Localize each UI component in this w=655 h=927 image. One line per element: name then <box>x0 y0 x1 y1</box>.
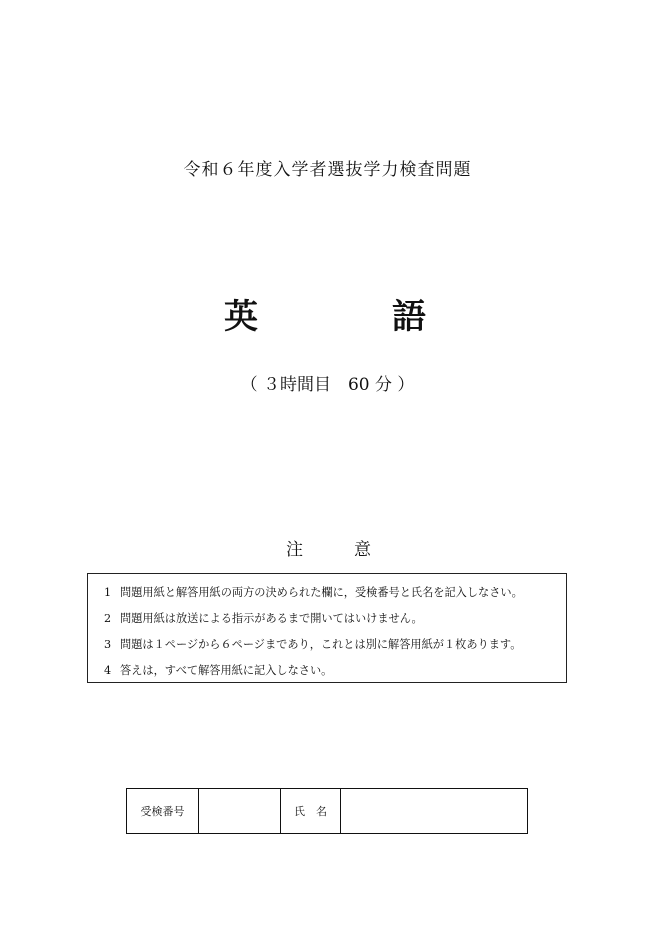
subject-title-char-1: 英 <box>224 297 258 337</box>
notice-item <box>88 658 566 684</box>
exam-id-table <box>126 788 528 834</box>
notice-box <box>87 573 567 683</box>
notice-item-number: 1 <box>104 586 112 599</box>
notice-item-text: 問題は１ページから６ページまであり，これとは別に解答用紙が１枚あります。 <box>120 638 522 651</box>
exam-title: 令和６年度入学者選抜学力検査問題 <box>183 160 472 180</box>
notice-item-text: 答えは，すべて解答用紙に記入しなさい。 <box>120 664 333 677</box>
subject-title-char-2: 語 <box>392 297 426 337</box>
notice-heading <box>0 538 655 562</box>
notice-item-number: 4 <box>104 664 112 677</box>
exam-number-field[interactable] <box>199 789 281 833</box>
notice-item <box>88 632 566 658</box>
exam-number-label: 受検番号 <box>127 789 199 833</box>
notice-heading-char-1: 注 <box>286 540 303 560</box>
name-field[interactable] <box>341 789 527 833</box>
exam-duration: （ ３時間目 60 分 ） <box>240 375 415 395</box>
notice-item-number: 2 <box>104 612 112 625</box>
notice-item-text: 問題用紙は放送による指示があるまで開いてはいけません。 <box>120 612 423 625</box>
notice-item-number: 3 <box>104 638 112 651</box>
subject-title <box>0 292 655 342</box>
notice-item <box>88 606 566 632</box>
name-label: 氏 名 <box>281 789 341 833</box>
notice-item <box>88 580 566 606</box>
notice-heading-char-2: 意 <box>354 540 371 560</box>
notice-item-text: 問題用紙と解答用紙の両方の決められた欄に，受検番号と氏名を記入しなさい。 <box>120 586 523 599</box>
